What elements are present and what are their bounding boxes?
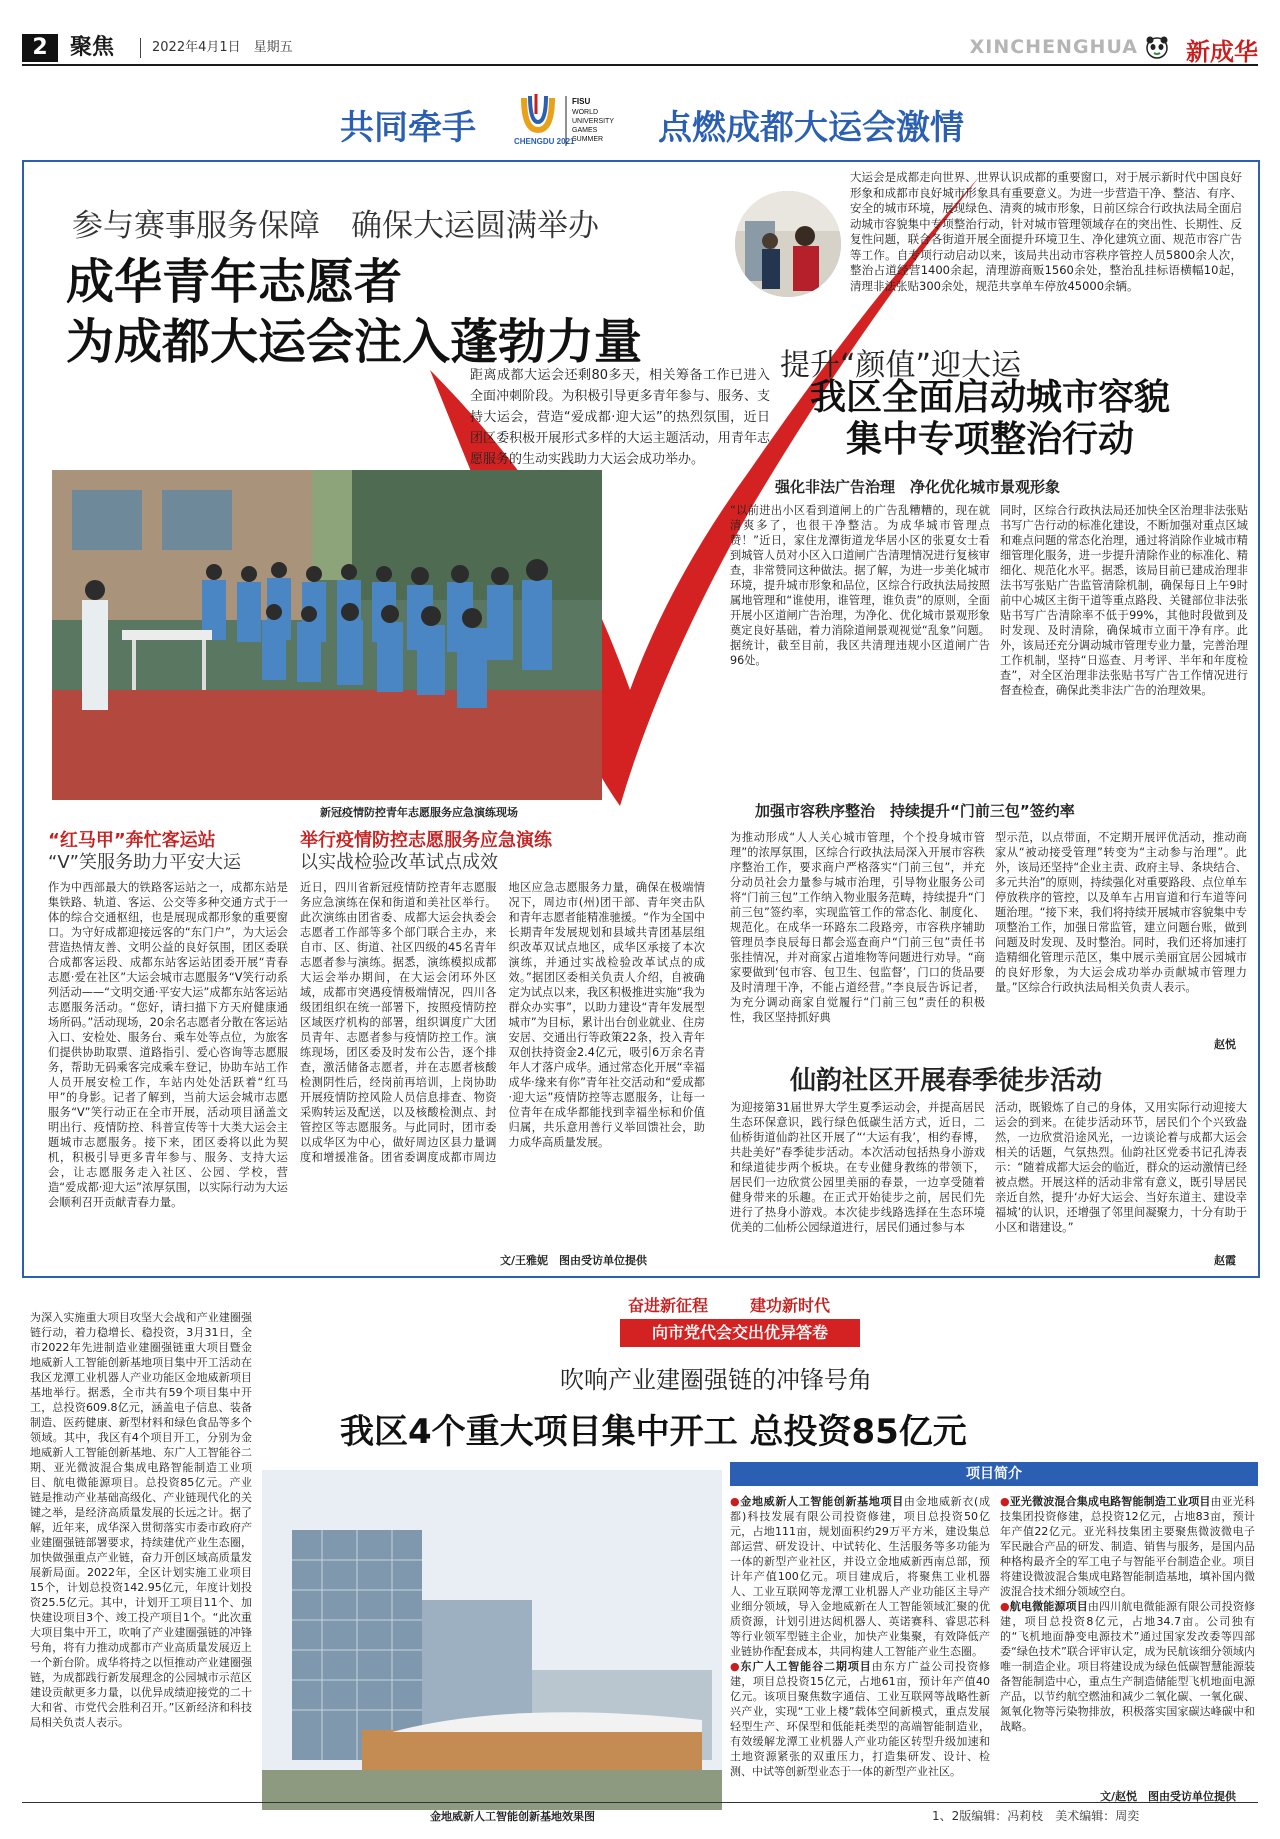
bottom-subtitle: 吹响产业建圈强链的冲锋号角 [560,1366,872,1394]
banner-left-text: 共同牵手 [340,108,476,148]
column-badge [600,1293,900,1351]
hiking-heading: 仙韵社区开展春季徒步活动 [790,1066,1103,1096]
inspection-photo [732,188,844,300]
project-4-text: 由四川航电微能源有限公司投资修建，项目总投资8亿元，占地34.7亩。公司独有的“飞机地面静变电源技术”通过国家发改委等四部委“绿色技术”联合评审认定，成为民航该细分领域内唯一制造企业。项目将建设成为绿色低碳智慧能源装备智能制造中心，重点生产制造储能型飞机地面电源产品，以节约航空燃油和减少二氧化碳、一氧化碳、氮氧化物等污染物排放，积极落实国家碳达峰碳中和战略。 [1000,1600,1255,1733]
project-intro-header: 项目简介 [730,1462,1258,1486]
bottom-title: 我区4个重大项目集中开工 总投资85亿元 [340,1412,967,1452]
issue-date: 2022年4月1日 星期五 [152,40,293,55]
chengdu-universiade-logo [510,90,650,152]
section-name: 聚焦 [70,35,115,60]
right-intro: 大运会是成都走向世界、世界认识成都的重要窗口，对于展示新时代中国良好形象和成都市良好城市形象具有重要意义。为进一步营造干净、整洁、有序、安全的城市环境，展现绿色、清爽的城市形象，日前区综合行政执法局全面启动城市容貌集中专项整治行动，针对城市管理领域存在的突出性、长期性、反复性问题，联合各街道开展全面提升环境卫生、净化建筑立面、规范市容广告等工作。自专项行动启动以来，该局共出动市容秩序管控人员5800余人次，整治占道经营1400余起，清理游商贩1560余处，整治乱挂标语横幅10起，清理非法张贴300余处，规范共享单车停放45000余辆。 [850,170,1242,293]
main-subtitle: 参与赛事服务保障 确保大运圆满举办 [72,208,599,244]
page-header [22,30,1258,66]
header-divider [140,38,141,58]
right-col-1: “以前进出小区看到道闸上的广告乱糟糟的，现在就清爽多了，也很干净整洁。为成华城市管理点赞！”近日，家住龙潭街道龙华居小区的张夏女士看到城管人员对小区入口道闸广告清理情况进行复核审查，非常赞同这种做法。据了解，为进一步美化城市环境，提升城市形象和品位，区综合行政执法局按照属地管理和“谁使用，谁管理，谁负责”的原则，全面开展小区道闸广告治理，为净化、优化城市景观形象奠定良好基础，着力消除道闸景观视觉“乱象”问题。据统计，截至目前，我区共清理违规小区道闸广告96处。 [730,504,990,667]
page-footer [22,1802,1258,1826]
bottom-credit: 文/赵悦 图由受访单位提供 [1100,1790,1237,1803]
brand-english: XINCHENGHUA [969,36,1138,58]
project-2-name: 东广人工智能谷二期项目 [740,1660,872,1673]
svg-text:UNIVERSITY: UNIVERSITY [572,118,615,125]
page-number: 2 [22,34,58,62]
badge-tag-1: 奋进新征程 [628,1296,709,1315]
bullet-icon: ● [730,1660,741,1673]
logo-chengdu-text: CHENGDU 2021 [514,137,575,146]
project-4-name: 航电微能源项目 [1009,1600,1088,1613]
bullet-icon: ● [1000,1600,1010,1613]
section2-heading: 举行疫情防控志愿服务应急演练 [300,830,552,851]
right-subhead-1: 强化非法广告治理 净化优化城市景观形象 [775,478,1061,496]
right-subhead-2: 加强市容秩序整治 持续提升“门前三包”签约率 [755,802,1075,820]
brand-chinese-logo: 新成华 [1186,37,1258,66]
drill-photo-caption: 新冠疫情防控青年志愿服务应急演练现场 [320,806,518,819]
panda-icon [1144,34,1170,60]
hiking-col-2: 活动，既锻炼了自己的身体，又用实际行动迎接大运会的到来。在徒步活动环节，居民们个个兴致盎然，一边欣赏沿途风光，一边谈论着与成都大运会相关的话题，气氛热烈。仙韵社区党委书记孔涛表示：“随着成都大运会的临近，群众的运动激情已经被点燃。开展这样的活动非常有意义，既引导居民亲近自然，提升‘办好大运会、当好东道主、建设幸福城’的认识，还增强了邻里间凝聚力，十分有助于小区和谐建设。” [995,1101,1247,1234]
project-1-text: 由金地威新衣(成都)科技发展有限公司投资修建，项目总投资50亿元，占地111亩，规划面积约29万平方米，建设集总部运营、研发设计、中试转化、生活服务等多功能为一体的新型产业社区，并设立金地威新西南总部，预计年产值100亿元。项目建成后，将聚焦工业机器人、工业互联网等龙潭工业机器人产业功能区主导产业细分领域，导入金地威新在人工智能领域汇聚的优质资源，计划引进达闼机器人、英诺赛科、睿思芯科等行业领军型链主企业，加快产业集聚，有效降低产业链协作配套成本，共同构建人工智能产业生态圈。 [730,1495,990,1658]
project-col-1 [730,1494,990,1794]
bullet-icon: ● [1000,1495,1010,1508]
svg-text:WORLD: WORLD [572,109,599,116]
main-title-line1: 成华青年志愿者 [66,254,403,310]
project-3-name: 亚光微波混合集成电路智能制造工业项目 [1009,1495,1211,1508]
right-col-3: 为推动形成“人人关心城市管理，个个投身城市管理”的浓厚氛围，区综合行政执法局深入开展市容秩序整治工作，要求商户严格落实“门前三包”，并充分动员社会力量参与城市治理，引导物业服务公司将“门前三包”工作纳入物业服务范畴，持续提升“门前三包”签约率，实现监管工作的常态化、制度化、规范化。在成华一环路东二段路旁，市容秩序辅助管理员李良辰每日都会巡查商户“门前三包”责任书张挂情况，并对商家占道堆物等问题进行劝导。“商家要做到‘包市容、包卫生、包监督’，门口的货品要及时清理干净，不能占道经营。”李良辰告诉记者，为充分调动商家自觉履行“门前三包”责任的积极性，我区坚持抓好典 [730,831,985,1024]
right-col-4: 型示范，以点带面，不定期开展评优活动，推动商家从“被动接受管理”转变为“主动参与治理”。此外，该局还坚持“企业主责、政府主导、条块结合、多元共治”的原则，持续强化对重要路段、点位单车停放秩序的管控，以及单车占用盲道和行车道等问题治理。“接下来，我们将持续开展城市容貌集中专项整治工作，加强日常监管，建立问题台账，做到问题及时发现、及时整治。同时，我们还将加速打造精细化管理示范区，集中展示美丽宜居公园城市的良好形象，为大运会成功举办贡献城市管理力量。”区综合行政执法局相关负责人表示。 [995,831,1247,994]
badge-tag-2: 建功新时代 [750,1296,831,1315]
section2-subheading: 以实战检验改革试点成效 [300,852,498,873]
bullet-icon: ● [730,1495,741,1508]
badge-tag-3: 向市党代会交出优异答卷 [620,1319,860,1347]
hiking-col-1: 为迎接第31届世界大学生夏季运动会，并提高居民生态环保意识，践行绿色低碳生活方式，近日，二仙桥街道仙韵社区开展了“‘大运有我’，相约春博，共赴美好”春季徒步活动。本次活动包括热身小游戏和绿道徒步两个板块。在专业健身教练的带领下，居民们一边欣赏公园里美丽的春景，一边享受随着健身带来的乐趣。在正式开始徒步之前，居民们先进行了热身小游戏。本次徒步线路选择在生态环境优美的二仙桥公园绿道进行，居民们通过参与本 [730,1101,985,1234]
building-rendering [262,1470,722,1830]
building-caption: 金地威新人工智能创新基地效果图 [430,1810,595,1823]
section1-text: 作为中西部最大的铁路客运站之一，成都东站是集铁路、轨道、客运、公交等多种交通方式于一体的综合交通枢纽，也是展现成都形象的重要窗口。为守好成都迎接远客的“东门户”，为大运会营造热情友善、文明公益的良好氛围，团区委联合成都客运段、成都东站客运站团委开展“青春志愿·爱在社区”大运会城市志愿服务“V笑行动系列活动——“文明交通·平安大运”成都东站客运站志愿服务活动。“您好，请扫描下方天府健康通场所码。”活动现场，20余名志愿者分散在客运站入口、安检处、服务台、乘车处等点位，为旅客们提供协助取票、道路指引、爱心咨询等志愿服务，帮助无码乘客完成乘车登记，协助车站工作人员开展安检工作，车站内处处活跃着“红马甲”的身影。记者了解到，当前大运会城市志愿服务“V”笑行动正在全市开展，活动项目涵盖文明出行、疫情防控、科普宣传等十大类大运会主题城市志愿服务。接下来，团区委将以此为契机，积极引导更多青年参与、服务、支持大运会，让志愿服务走入社区、公园、学校，营造“爱成都·迎大运”浓厚氛围，以实际行动为大运会顺利召开贡献青春力量。 [48,881,288,1209]
main-title-line2: 为成都大运会注入蓬勃力量 [66,314,643,370]
drill-photo [52,470,602,800]
right-col-2: 同时，区综合行政执法局还加快全区治理非法张贴书写广告行动的标准化建设，不断加强对重点区域和难点问题的常态化治理，通过将消除作业城市精细管理化服务，进一步提升清除作业的标准化、精细化、规范化水平。据悉，该局目前已建成治理非法书写张贴广告监管清除机制，确保每日上午9时前中心城区主街干道等重点路段、关键部位非法张贴书写广告清除率不低于99%，其他时段做到及时发现、及时清除，确保城市立面干净有序。此外，该局还充分调动城市管理专业力量，完善治理工作机制，坚持“日巡查、月考评、半年和年度检查”，对全区治理非法张贴书写广告工作情况进行督查检查，确保此类非法广告的治理效果。 [1000,504,1248,697]
section1-heading: “红马甲”奔忙客运站 [48,830,216,851]
right-credit-1: 赵悦 [1214,1038,1236,1051]
right-credit-2: 赵霞 [1214,1254,1236,1267]
svg-text:FISU: FISU [572,97,591,106]
svg-text:GAMES: GAMES [572,127,598,134]
banner-right-text: 点燃成都大运会激情 [658,108,964,148]
right-title-line2: 集中专项整治行动 [845,419,1134,460]
right-title-line1: 我区全面启动城市容貌 [809,377,1170,418]
project-1-name: 金地威新人工智能创新基地项目 [740,1495,904,1508]
section2-text: 近日，四川省新冠疫情防控青年志愿服务应急演练在保和街道和美社区举行。此次演练由团省委、成都大运会执委会志愿者工作部等多个部门联合主办，来自市、区、街道、社区四级的45名青年志愿者参与演练。据悉，演练模拟成都大运会举办期间，在大运会闭环外区域，成都市突遇疫情极端情况，四川各级团组织在统一部署下，按照疫情防控区域医疗机构的部署，组织调度广大团员青年、志愿者参与疫情防控工作。演练现场，团区委及时发布公告，逐个排查，激活储备志愿者，并在志愿者核酸检测阴性后，经岗前再培训，上岗协助开展疫情防控风险人员信息排查、物资采购转运及配送，以及核酸检测点、封管控区等志愿服务。与此同时，团市委以成华区为中心，做好周边区县力量调度和增援准备。团省委调度成都市周边地区应急志愿服务力量，确保在极端情况下，周边市(州)团干部、青年突击队和青年志愿者能精准驰援。“作为全国中长期青年发展规划和县域共青团基层组织改革双试点地区，成华区承接了本次演练，并通过实战检验改革试点的成效。”据团区委相关负责人介绍，自被确定为试点以来，我区积极推进实施“我为群众办实事”，以助力建设“青年发展型城市”为目标，累计出台创业就业、住房安居、交通出行等政策22条，投入青年双创扶持资金2.4亿元，吸引6万余名青年人才落户成华。通过常态化开展“幸福成华·缘来有你”青年社交活动和“爱成都·迎大运”疫情防控等志愿服务，让每一位青年在成华都能找到幸福坐标和价值归属，共乐意用善行义举回馈社会，助力成华高质量发展。 [300,881,705,1164]
intro-paragraph: 距离成都大运会还剩80多天，相关筹备工作已进入全面冲刺阶段。为积极引导更多青年参与、服务、支持大运会，营造“爱成都·迎大运”的热烈氛围，近日团区委积极开展形式多样的大运主题活动，用青年志愿服务的生动实践助力大运会成功举办。 [470,368,770,467]
theme-banner [40,90,1260,152]
project-col-2 [1000,1494,1255,1784]
section2-credit: 文/王雅妮 图由受访单位提供 [500,1254,648,1267]
svg-text:SUMMER: SUMMER [572,136,604,143]
project-3-text: 由亚光科技集团投资修建，总投资12亿元，占地83亩，预计年产值22亿元。亚光科技集团主要聚焦微波微电子军民融合产品的研发、制造、销售与服务，是国内品种格构最齐全的军工电子与智能平台制造企业。项目将建设微波混合集成电路智能制造基地，填补国内微波混合技术细分领域空白。 [1000,1495,1255,1598]
right-subtitle: 提升“颜值”迎大运 [780,348,1022,383]
bottom-left-text: 为深入实施重大项目攻坚大会战和产业建圈强链行动，着力稳增长、稳投资，3月31日，全市2022年先进制造业建圈强链重大项目暨金地威新人工智能创新基地项目集中开工活动在我区龙潭工业机器人产业功能区金地威新项目基地举行。据悉，全市共有59个项目集中开工，总投资609.8亿元，涵盖电子信息、装备制造、医药健康、新型材料和绿色食品等多个领域。其中，我区有4个项目开工，分别为金地威新人工智能创新基地、东广人工智能谷二期、亚光微波混合集成电路智能制造工业项目、航电微能源项目。总投资85亿元。产业链是推动产业基础高级化、产业链现代化的关键之举，是经济高质量发展的长远之计。据了解，近年来，成华深入贯彻落实市委市政府产业建圈强链部署要求，持续建优产业生态圈，加快做强重点产业链，奋力开创区域高质量发展新局面。2022年，全区计划实施工业项目15个，计划总投资142.95亿元，年度计划投资25.5亿元。其中，计划开工项目11个、加快建设项目3个、竣工投产项目1个。“此次重大项目集中开工，吹响了产业建圈强链的冲锋号角，将有力推动成都市产业高质量发展迈上一个新台阶。成华将持之以恒推动产业建圈强链，为成都践行新发展理念的公园城市示范区建设贡献更多力量，以优异成绩迎接党的二十大和省、市党代会胜利召开。”区新经济和科技局相关负责人表示。 [30,1311,252,1729]
editor-credit: 1、2版编辑：冯莉枝 美术编辑：周奕 [932,1809,1140,1823]
project-2-text: 由东方广益公司投资修建，项目总投资15亿元，占地61亩，预计年产值40亿元。该项目聚焦数字通信、工业互联网等战略性新兴产业，实现“工业上楼”载体空间新模式，重点发展轻型生产、环保型和低能耗类型的高端智能制造业，有效缓解龙潭工业机器人产业功能区转型升级加速和土地资源紧张的双重压力，打造集研发、设计、检测、中试等创新型业态于一体的新型产业社区。 [730,1660,990,1778]
section1-subheading: “V”笑服务助力平安大运 [48,852,241,873]
